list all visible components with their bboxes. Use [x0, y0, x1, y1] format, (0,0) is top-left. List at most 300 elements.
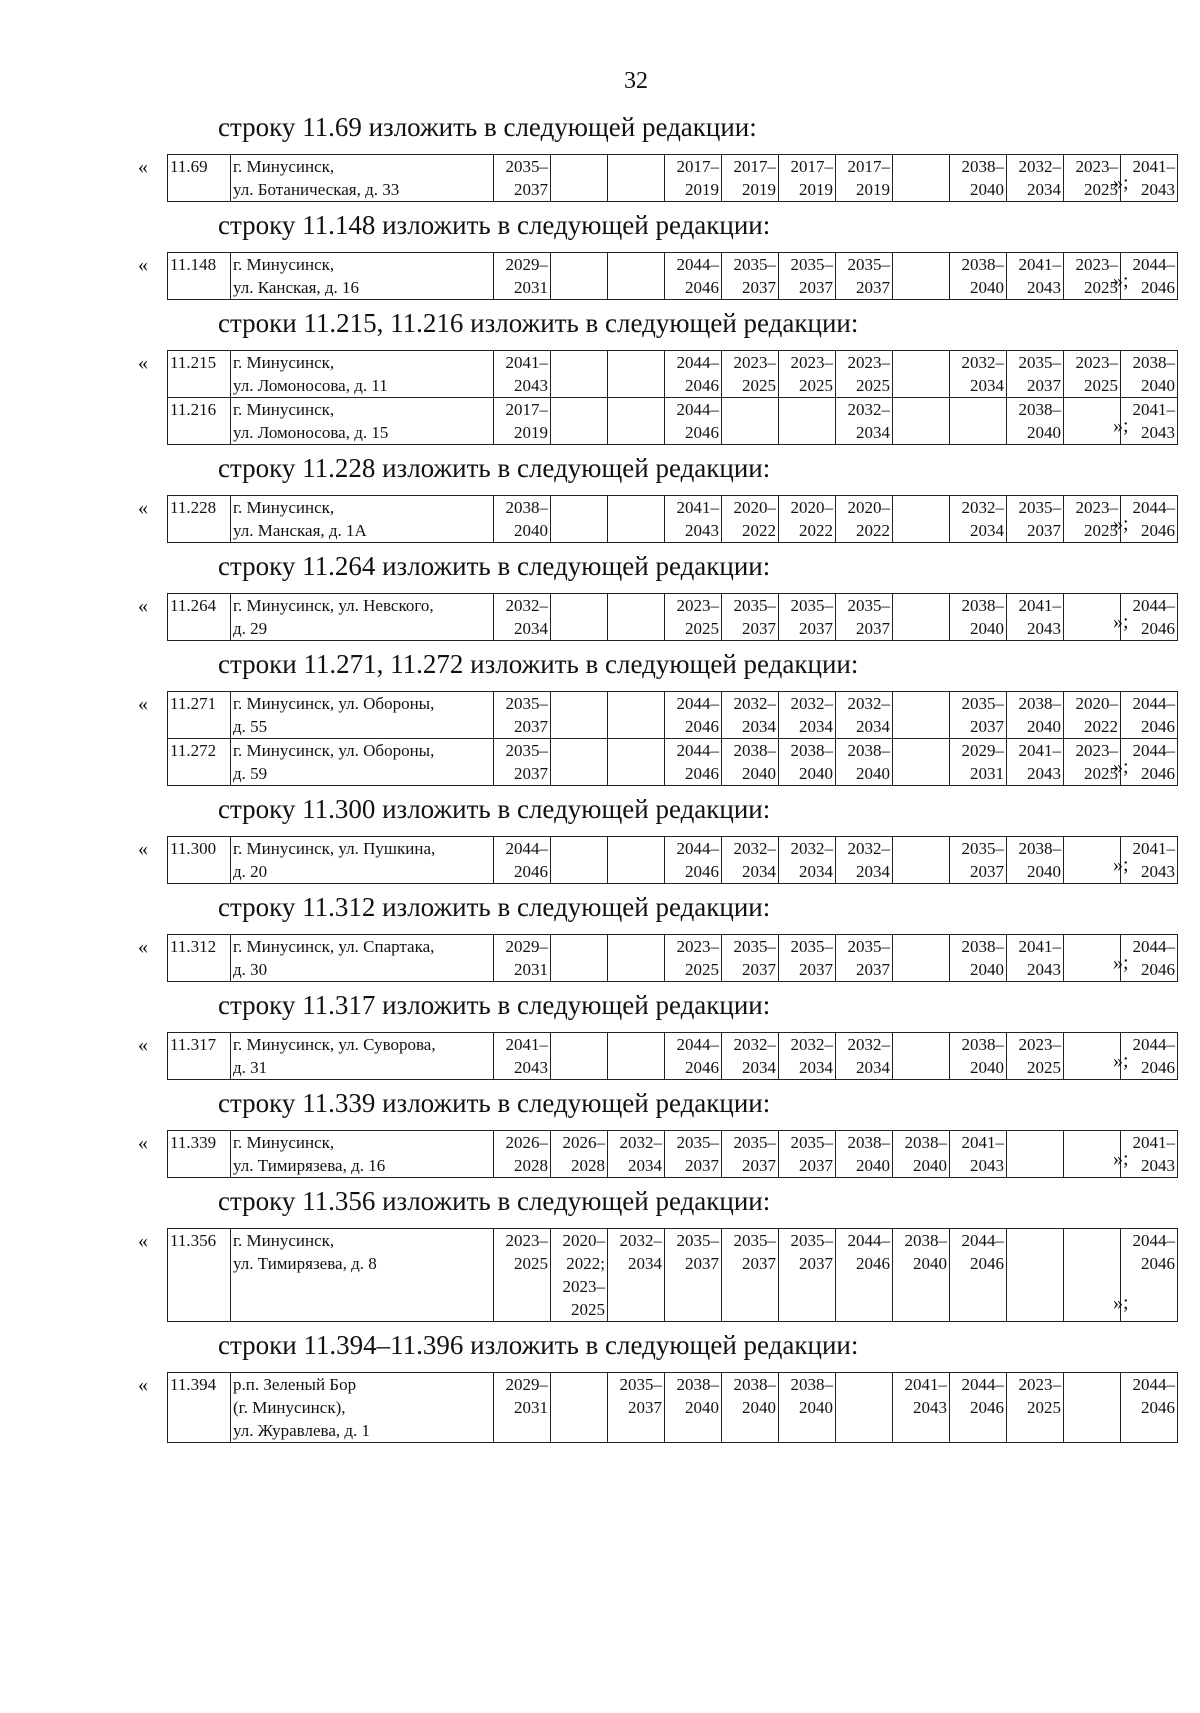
- year-value: 2025: [1084, 278, 1118, 297]
- year-cell: [1064, 935, 1121, 982]
- year-value: 2019: [856, 180, 890, 199]
- year-cell: [893, 253, 950, 300]
- year-value: 2023–: [1018, 1375, 1061, 1394]
- year-value: 2035–: [733, 937, 776, 956]
- amendment-heading: строку 11.264 изложить в следующей редакции:: [218, 551, 771, 581]
- year-cell: [608, 351, 665, 398]
- year-value: 2023–: [1075, 741, 1118, 760]
- year-value: 2040: [856, 1156, 890, 1175]
- year-cell: [665, 253, 722, 300]
- year-value: 2038–: [961, 157, 1004, 176]
- year-cell: [1121, 594, 1178, 641]
- amendment-table: [167, 1372, 1178, 1443]
- year-value: 2044–: [676, 400, 719, 419]
- year-value: 2038–: [961, 1035, 1004, 1054]
- year-value: 2044–: [847, 1231, 890, 1250]
- year-cell: [1121, 398, 1178, 445]
- year-value: 2022: [799, 521, 833, 540]
- amendment-table-wrap: [0, 1372, 1200, 1443]
- year-cell: [1007, 1131, 1064, 1178]
- open-quote: «: [138, 352, 148, 374]
- close-quote: »;: [1113, 1050, 1129, 1072]
- year-value: 2044–: [505, 839, 548, 858]
- year-cell: [893, 1033, 950, 1080]
- year-cell: [608, 739, 665, 786]
- amendment-table: [167, 593, 1178, 641]
- year-value: 2037: [685, 1156, 719, 1175]
- year-cell: [1064, 1373, 1121, 1443]
- year-value: 2034: [514, 619, 548, 638]
- year-value: 2038–: [790, 1375, 833, 1394]
- year-cell: [779, 935, 836, 982]
- year-value: 2043: [1027, 619, 1061, 638]
- year-cell: [836, 155, 893, 202]
- year-value: 2038–: [676, 1375, 719, 1394]
- row-address: [231, 739, 494, 786]
- amendment-table: [167, 350, 1178, 445]
- year-value: 2017–: [847, 157, 890, 176]
- year-value: 2035–: [847, 255, 890, 274]
- table-row: [168, 837, 1178, 884]
- year-value: 2037: [514, 717, 548, 736]
- year-cell: [551, 1373, 608, 1443]
- year-value: 2032–: [733, 694, 776, 713]
- table-row: [168, 935, 1178, 982]
- year-cell: [551, 155, 608, 202]
- amendment-heading: строку 11.148 изложить в следующей редакции:: [218, 210, 771, 240]
- year-value: 2032–: [847, 400, 890, 419]
- table-row: [168, 351, 1178, 398]
- year-cell: [1121, 837, 1178, 884]
- year-cell: [1121, 155, 1178, 202]
- amendment-table-wrap: [0, 691, 1200, 786]
- address-line: ул. Манская, д. 1А: [233, 521, 367, 540]
- address-line: г. Минусинск, ул. Обороны,: [233, 741, 435, 760]
- year-cell: [1064, 1131, 1121, 1178]
- year-value: 2044–: [676, 839, 719, 858]
- address-line: (г. Минусинск),: [233, 1398, 346, 1417]
- amendment-table: [167, 252, 1178, 300]
- year-value: 2025: [685, 619, 719, 638]
- year-cell: [893, 1373, 950, 1443]
- year-cell: [494, 594, 551, 641]
- open-quote: «: [138, 838, 148, 860]
- year-cell: [950, 935, 1007, 982]
- year-cell: [836, 351, 893, 398]
- year-value: 2041–: [1132, 400, 1175, 419]
- year-value: 2037: [799, 619, 833, 638]
- year-value: 2019: [742, 180, 776, 199]
- year-cell: [551, 935, 608, 982]
- year-cell: [665, 692, 722, 739]
- year-value: 2038–: [1018, 839, 1061, 858]
- year-value: 2038–: [790, 741, 833, 760]
- close-quote: »;: [1113, 513, 1129, 535]
- amendment-block: [0, 790, 1200, 884]
- amendment-heading: строки 11.394–11.396 изложить в следующей редакции:: [218, 1330, 859, 1360]
- year-value: 2044–: [676, 255, 719, 274]
- year-value: 2040: [742, 764, 776, 783]
- table-row: [168, 496, 1178, 543]
- year-value: 2043: [970, 1156, 1004, 1175]
- year-cell: [836, 1229, 893, 1322]
- row-address: [231, 155, 494, 202]
- year-value: 2043: [1141, 1156, 1175, 1175]
- year-cell: [836, 253, 893, 300]
- year-cell: [1007, 935, 1064, 982]
- year-cell: [722, 935, 779, 982]
- year-cell: [950, 398, 1007, 445]
- row-address: [231, 837, 494, 884]
- address-line: ул. Ломоносова, д. 11: [233, 376, 388, 395]
- year-cell: [494, 935, 551, 982]
- year-cell: [494, 496, 551, 543]
- address-line: ул. Журавлева, д. 1: [233, 1421, 371, 1440]
- year-cell: [1007, 1229, 1064, 1322]
- year-value: 2044–: [961, 1231, 1004, 1250]
- year-value: 2038–: [847, 741, 890, 760]
- year-cell: [1121, 692, 1178, 739]
- year-value: 2035–: [733, 1231, 776, 1250]
- year-value: 2025: [1084, 180, 1118, 199]
- address-line: г. Минусинск, ул. Спартака,: [233, 937, 435, 956]
- row-address: [231, 496, 494, 543]
- year-value: 2046: [1141, 521, 1175, 540]
- year-cell: [665, 155, 722, 202]
- year-cell: [836, 739, 893, 786]
- year-value: 2044–: [676, 353, 719, 372]
- year-value: 2023–: [1075, 353, 1118, 372]
- year-value: 2044–: [676, 741, 719, 760]
- year-value: 2044–: [961, 1375, 1004, 1394]
- year-cell: [494, 1373, 551, 1443]
- year-value: 2035–: [790, 1231, 833, 1250]
- year-value: 2040: [970, 960, 1004, 979]
- year-value: 2046: [856, 1254, 890, 1273]
- year-cell: [1064, 837, 1121, 884]
- year-value: 2043: [685, 521, 719, 540]
- year-cell: [494, 351, 551, 398]
- table-row: [168, 1373, 1178, 1443]
- year-value: 2035–: [847, 937, 890, 956]
- year-value: 2040: [742, 1398, 776, 1417]
- year-value: 2025: [1084, 376, 1118, 395]
- year-cell: [836, 496, 893, 543]
- year-value: 2032–: [961, 498, 1004, 517]
- year-value: 2032–: [733, 839, 776, 858]
- year-value: 2029–: [505, 937, 548, 956]
- year-value: 2032–: [619, 1231, 662, 1250]
- year-value: 2040: [970, 180, 1004, 199]
- year-cell: [893, 155, 950, 202]
- year-value: 2044–: [1132, 741, 1175, 760]
- year-value: 2035–: [1018, 498, 1061, 517]
- year-cell: [1064, 253, 1121, 300]
- year-value: 2046: [1141, 1058, 1175, 1077]
- year-value: 2023–: [733, 353, 776, 372]
- year-value: 2041–: [1132, 1133, 1175, 1152]
- amendment-block: [0, 645, 1200, 786]
- year-cell: [836, 1373, 893, 1443]
- year-value: 2046: [685, 862, 719, 881]
- year-value: 2034: [970, 521, 1004, 540]
- year-cell: [608, 253, 665, 300]
- year-cell: [779, 739, 836, 786]
- year-cell: [494, 1033, 551, 1080]
- year-cell: [836, 1033, 893, 1080]
- year-cell: [779, 1033, 836, 1080]
- address-line: ул. Ломоносова, д. 15: [233, 423, 389, 442]
- year-value: 2017–: [505, 400, 548, 419]
- amendment-block: [0, 206, 1200, 300]
- year-value: 2034: [1027, 180, 1061, 199]
- year-cell: [779, 253, 836, 300]
- year-value: 2046: [514, 862, 548, 881]
- page-number: 32: [624, 68, 648, 94]
- year-value: 2038–: [1132, 353, 1175, 372]
- year-cell: [494, 1229, 551, 1322]
- year-cell: [551, 398, 608, 445]
- amendments-list: [0, 108, 1200, 1447]
- year-value: 2035–: [790, 1133, 833, 1152]
- year-value: 2046: [685, 376, 719, 395]
- year-value: 2023–: [1075, 157, 1118, 176]
- year-value: 2044–: [1132, 1231, 1175, 1250]
- amendment-table: [167, 1032, 1178, 1080]
- year-value: 2046: [970, 1398, 1004, 1417]
- year-value: 2041–: [1132, 157, 1175, 176]
- year-cell: [893, 1229, 950, 1322]
- row-number: 11.339: [168, 1131, 231, 1178]
- year-value: 2017–: [733, 157, 776, 176]
- amendment-block: [0, 1182, 1200, 1322]
- year-cell: [1121, 253, 1178, 300]
- address-line: д. 30: [233, 960, 268, 979]
- address-line: д. 29: [233, 619, 268, 638]
- year-cell: [893, 594, 950, 641]
- year-cell: [779, 351, 836, 398]
- address-line: ул. Канская, д. 16: [233, 278, 360, 297]
- year-value: 2035–: [961, 839, 1004, 858]
- year-value: 2031: [514, 278, 548, 297]
- year-value: 2035–: [733, 1133, 776, 1152]
- year-value: 2044–: [676, 1035, 719, 1054]
- address-line: г. Минусинск,: [233, 353, 335, 372]
- year-value: 2035–: [847, 596, 890, 615]
- year-value: 2025: [799, 376, 833, 395]
- year-cell: [1121, 1229, 1178, 1322]
- year-cell: [1007, 1373, 1064, 1443]
- address-line: г. Минусинск,: [233, 1133, 335, 1152]
- close-quote: »;: [1113, 1292, 1129, 1314]
- open-quote: «: [138, 693, 148, 715]
- year-cell: [722, 692, 779, 739]
- year-value: 2025: [1084, 521, 1118, 540]
- year-value: 2041–: [1018, 255, 1061, 274]
- year-cell: [1007, 692, 1064, 739]
- row-address: [231, 253, 494, 300]
- year-value: 2040: [799, 1398, 833, 1417]
- year-value: 2046: [1141, 1398, 1175, 1417]
- year-value: 2037: [970, 717, 1004, 736]
- address-line: г. Минусинск,: [233, 400, 335, 419]
- year-value: 2041–: [505, 353, 548, 372]
- year-value: 2038–: [505, 498, 548, 517]
- year-cell: [779, 1131, 836, 1178]
- row-address: [231, 692, 494, 739]
- year-value: 2038–: [733, 741, 776, 760]
- address-line: ул. Тимирязева, д. 8: [233, 1254, 377, 1273]
- year-value: 2038–: [1018, 400, 1061, 419]
- year-value: 2023–: [1075, 255, 1118, 274]
- open-quote: «: [138, 497, 148, 519]
- year-cell: [551, 837, 608, 884]
- amendment-block: [0, 108, 1200, 202]
- year-cell: [608, 594, 665, 641]
- amendment-heading: строку 11.228 изложить в следующей редакции:: [218, 453, 771, 483]
- amendment-table: [167, 495, 1178, 543]
- year-value: 2025: [1027, 1398, 1061, 1417]
- year-value: 2034: [742, 862, 776, 881]
- year-cell: [1064, 692, 1121, 739]
- year-value: 2037: [742, 278, 776, 297]
- year-value: 2046: [1141, 764, 1175, 783]
- table-row: [168, 739, 1178, 786]
- year-cell: [494, 1131, 551, 1178]
- year-cell: [494, 692, 551, 739]
- year-value: 2035–: [733, 255, 776, 274]
- close-quote: »;: [1113, 611, 1129, 633]
- year-value: 2035–: [505, 157, 548, 176]
- year-value: 2046: [685, 764, 719, 783]
- year-value: 2032–: [847, 694, 890, 713]
- year-cell: [551, 351, 608, 398]
- table-row: [168, 155, 1178, 202]
- year-cell: [608, 1229, 665, 1322]
- row-number: 11.317: [168, 1033, 231, 1080]
- year-cell: [836, 935, 893, 982]
- year-cell: [494, 253, 551, 300]
- amendment-block: [0, 888, 1200, 982]
- address-line: д. 31: [233, 1058, 268, 1077]
- year-value: 2034: [799, 717, 833, 736]
- year-value: 2043: [913, 1398, 947, 1417]
- year-value: 2046: [685, 717, 719, 736]
- year-cell: [1007, 1033, 1064, 1080]
- table-row: [168, 594, 1178, 641]
- year-cell: [551, 253, 608, 300]
- year-cell: [950, 1131, 1007, 1178]
- year-cell: [893, 496, 950, 543]
- year-value: 2037: [856, 619, 890, 638]
- open-quote: «: [138, 936, 148, 958]
- year-value: 2044–: [1132, 937, 1175, 956]
- year-value: 2022: [742, 521, 776, 540]
- year-value: 2035–: [505, 741, 548, 760]
- year-value: 2034: [742, 717, 776, 736]
- table-row: [168, 1033, 1178, 1080]
- year-cell: [950, 692, 1007, 739]
- year-cell: [608, 155, 665, 202]
- address-line: ул. Ботаническая, д. 33: [233, 180, 400, 199]
- year-cell: [608, 692, 665, 739]
- year-value: 2020–: [562, 1231, 605, 1250]
- year-value: 2037: [1027, 521, 1061, 540]
- amendment-table-wrap: [0, 1032, 1200, 1080]
- year-value: 2031: [514, 960, 548, 979]
- year-cell: [551, 692, 608, 739]
- year-value: 2035–: [790, 255, 833, 274]
- year-value: 2044–: [1132, 1035, 1175, 1054]
- year-value: 2040: [1141, 376, 1175, 395]
- year-value: 2020–: [1075, 694, 1118, 713]
- year-value: 2037: [799, 1156, 833, 1175]
- year-cell: [722, 837, 779, 884]
- year-cell: [779, 155, 836, 202]
- year-cell: [779, 398, 836, 445]
- year-value: 2037: [685, 1254, 719, 1273]
- address-line: д. 20: [233, 862, 268, 881]
- year-cell: [608, 496, 665, 543]
- table-row: [168, 1229, 1178, 1322]
- year-cell: [722, 253, 779, 300]
- year-value: 2046: [1141, 717, 1175, 736]
- row-number: 11.69: [168, 155, 231, 202]
- year-cell: [494, 398, 551, 445]
- year-cell: [1121, 1033, 1178, 1080]
- year-cell: [722, 1229, 779, 1322]
- year-cell: [722, 1033, 779, 1080]
- year-cell: [551, 496, 608, 543]
- address-line: г. Минусинск, ул. Обороны,: [233, 694, 435, 713]
- table-row: [168, 692, 1178, 739]
- year-value: 2040: [799, 764, 833, 783]
- year-cell: [1007, 351, 1064, 398]
- amendment-block: [0, 986, 1200, 1080]
- year-value: 2031: [514, 1398, 548, 1417]
- year-value: 2035–: [733, 596, 776, 615]
- address-line: г. Минусинск,: [233, 498, 335, 517]
- year-cell: [1064, 155, 1121, 202]
- year-cell: [551, 1229, 608, 1322]
- amendment-table-wrap: [0, 1228, 1200, 1322]
- open-quote: «: [138, 595, 148, 617]
- year-value: 2035–: [505, 694, 548, 713]
- year-cell: [608, 398, 665, 445]
- year-value: 2044–: [1132, 255, 1175, 274]
- amendment-block: [0, 449, 1200, 543]
- year-cell: [836, 1131, 893, 1178]
- row-number: 11.215: [168, 351, 231, 398]
- amendment-heading: строку 11.317 изложить в следующей редакции:: [218, 990, 771, 1020]
- amendment-table-wrap: [0, 495, 1200, 543]
- year-value: 2034: [799, 1058, 833, 1077]
- address-line: г. Минусинск,: [233, 157, 335, 176]
- year-value: 2037: [742, 619, 776, 638]
- year-cell: [665, 935, 722, 982]
- amendment-heading: строки 11.215, 11.216 изложить в следующей редакции:: [218, 308, 859, 338]
- row-number: 11.394: [168, 1373, 231, 1443]
- row-address: [231, 1229, 494, 1322]
- year-value: 2037: [856, 278, 890, 297]
- amendment-table: [167, 934, 1178, 982]
- row-number: 11.148: [168, 253, 231, 300]
- row-number: 11.300: [168, 837, 231, 884]
- year-value: 2034: [742, 1058, 776, 1077]
- year-value: 2017–: [790, 157, 833, 176]
- year-value: 2019: [685, 180, 719, 199]
- year-cell: [836, 692, 893, 739]
